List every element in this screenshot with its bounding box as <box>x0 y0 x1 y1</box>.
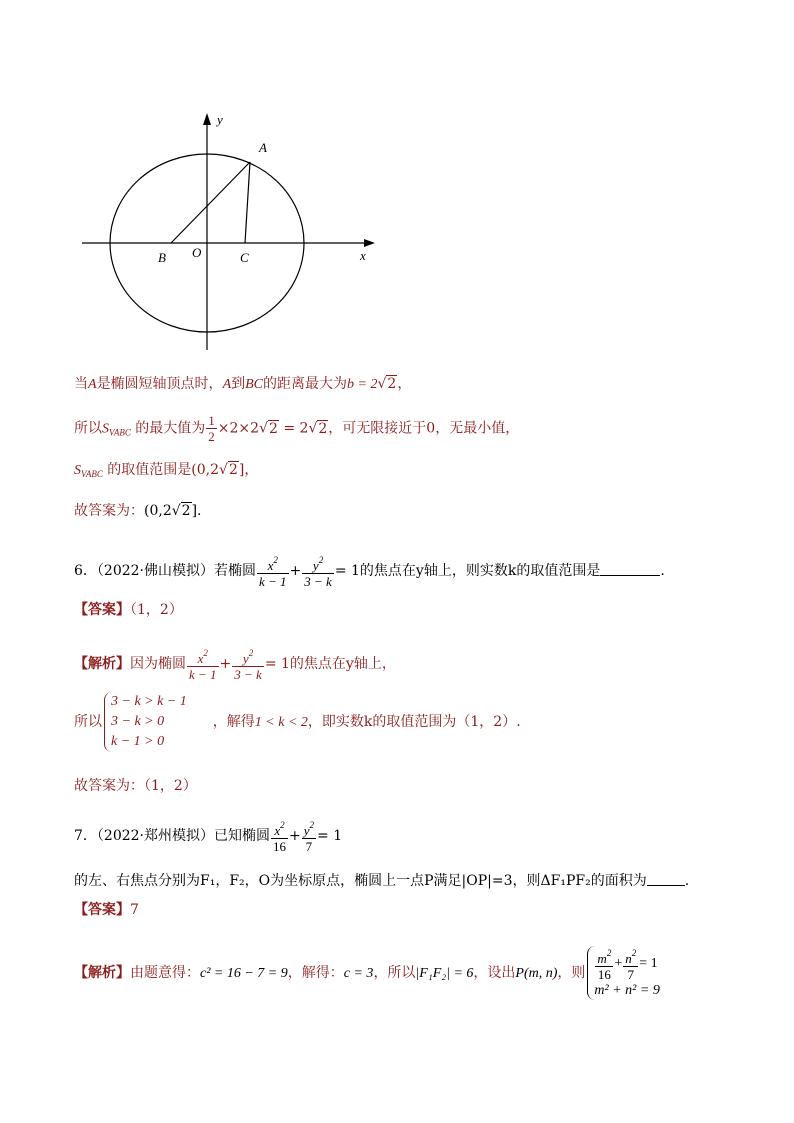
prev-solution-line-2: 所以$S_{VABC}$ 的最大值为 $\frac{1}{2}$ ×2×2√2 = 2√2，可无限接近于0，无最小值， <box>74 413 520 444</box>
prev-solution-line-4: 故答案为：(0,2√2]. <box>74 503 202 519</box>
answer-blank <box>600 563 660 576</box>
label-C: C <box>240 250 249 265</box>
segment-BA <box>171 162 250 243</box>
label-B: B <box>158 250 166 265</box>
segment-AC <box>245 162 250 243</box>
q6-answer: 【答案】（1，2） <box>74 602 183 618</box>
q7-answer: 【答案】7 <box>74 902 139 918</box>
x-axis-arrow <box>364 239 375 247</box>
ellipse-figure <box>0 0 794 360</box>
answer-blank <box>647 873 685 886</box>
q6-stem: 6．（2022·佛山模拟）若椭圆 $\frac{x^2}{k - 1}$ + $\frac{y^2}{3 - k}$ = 1的焦点在y轴上，则实数k的取值范围是 . <box>74 555 665 589</box>
q6-analysis: 【解析】因为椭圆 $\frac{x^2}{k - 1}$ + $\frac{y^2}{3 - k}$ = 1的焦点在y轴上， <box>74 648 396 682</box>
inequality-system: 3 − k > k − 1 3 − k > 0 k − 1 > 0 <box>104 692 187 752</box>
label-x: x <box>360 248 366 263</box>
q7-stem: 7．（2022·郑州模拟）已知椭圆 $\frac{x^2}{16}$ + $\frac{y^2}{7}$ = 1 <box>74 820 343 854</box>
q6-system: 所以 3 − k > k − 1 3 − k > 0 k − 1 > 0 ，解得1 < k < 2，即实数k的取值范围为（1，2）. <box>74 692 521 752</box>
label-A: A <box>259 140 267 155</box>
prev-solution-line-3: $S_{VABC}$ 的取值范围是(0,2√2]， <box>74 462 259 479</box>
label-y: y <box>217 112 223 127</box>
y-axis-arrow <box>203 113 211 125</box>
q6-final: 故答案为：（1，2） <box>74 778 197 794</box>
prev-solution-line-1: 当A是椭圆短轴顶点时，A到BC的距离最大为b = 2√2， <box>74 376 412 392</box>
label-O: O <box>192 245 202 260</box>
q7-analysis: 【解析】由题意得：c² = 16 − 7 = 9，解得：c = 3，所以|F₁F₂| = 6，设出P(m, n)，则 $\frac{m^2}{16}$ + $\frac{n^2}{7}$ = 1 m² + n² = 9 <box>74 948 660 998</box>
equation-system: $\frac{m^2}{16}$ + $\frac{n^2}{7}$ = 1 m² + n² = 9 <box>587 946 659 1000</box>
q7-stem-line-2: 的左、右焦点分别为F₁，F₂，O为坐标原点，椭圆上一点P满足|OP|=3，则ΔF₁PF₂的面积为 . <box>74 873 690 889</box>
